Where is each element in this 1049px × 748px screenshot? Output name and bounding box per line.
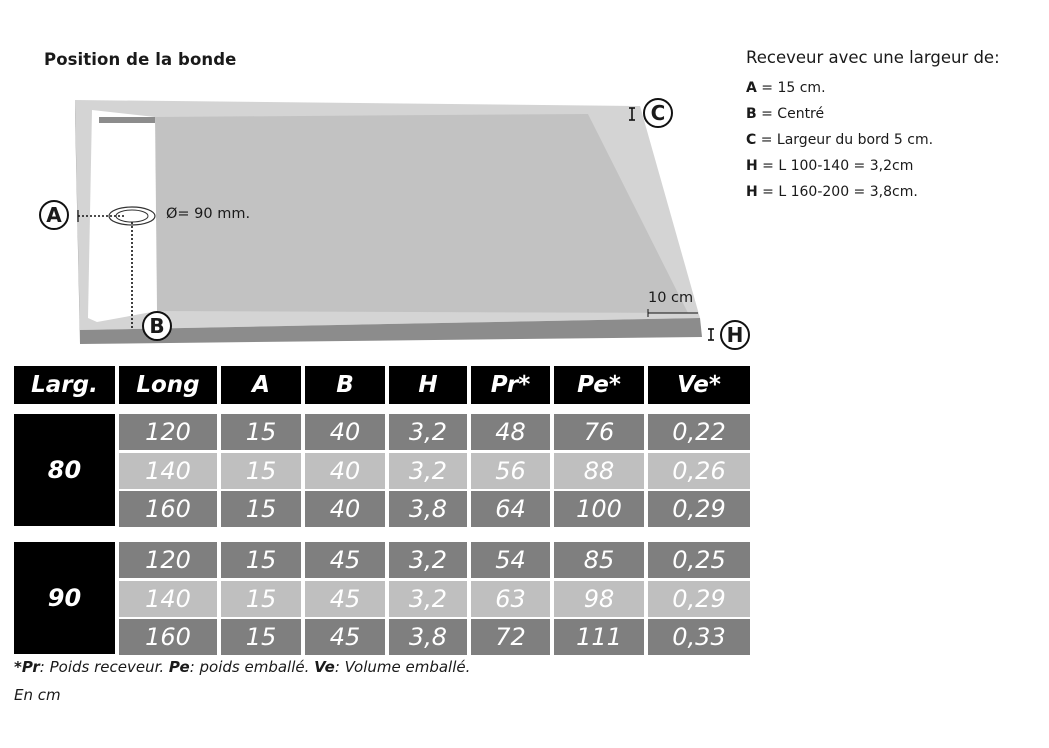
channel-grate: [99, 117, 155, 123]
table-cell: 63: [471, 581, 550, 617]
info-line-a: A = 15 cm.: [746, 80, 826, 96]
table-cell: 56: [471, 453, 550, 489]
marker-c: C: [643, 98, 673, 128]
table-cell: 45: [305, 542, 385, 578]
table-cell: 3,2: [389, 581, 467, 617]
table-cell: 98: [554, 581, 644, 617]
table-cell: 64: [471, 491, 550, 527]
table-cell: 15: [221, 491, 301, 527]
table-cell: 15: [221, 414, 301, 450]
table-cell: 140: [119, 581, 217, 617]
table-cell: 0,22: [648, 414, 750, 450]
table-cell: 111: [554, 619, 644, 655]
marker-a: A: [39, 200, 69, 230]
marker-b: B: [142, 311, 172, 341]
table-cell: 40: [305, 491, 385, 527]
table-cell: 15: [221, 453, 301, 489]
table-cell: 3,2: [389, 542, 467, 578]
table-cell: 45: [305, 619, 385, 655]
table-cell: 88: [554, 453, 644, 489]
tray-info: [746, 48, 1000, 205]
header-pr: Pr*: [471, 366, 550, 404]
table-cell: 15: [221, 619, 301, 655]
table-cell: 40: [305, 453, 385, 489]
table-cell: 45: [305, 581, 385, 617]
table-cell: 160: [119, 619, 217, 655]
info-line-c: C = Largeur du bord 5 cm.: [746, 132, 934, 148]
table-cell: 0,26: [648, 453, 750, 489]
header-width: Larg.: [14, 366, 115, 404]
table-cell: 3,2: [389, 453, 467, 489]
table-cell: 54: [471, 542, 550, 578]
info-heading: Receveur avec une largeur de:: [746, 48, 1000, 67]
table-cell: 48: [471, 414, 550, 450]
header-ve: Ve*: [648, 366, 750, 404]
table-cell: 120: [119, 542, 217, 578]
table-cell: 100: [554, 491, 644, 527]
header-a: A: [221, 366, 301, 404]
table-cell: 0,29: [648, 491, 750, 527]
table-cell: 15: [221, 542, 301, 578]
table-cell: 15: [221, 581, 301, 617]
table-cell: 160: [119, 491, 217, 527]
table-cell: 0,29: [648, 581, 750, 617]
table-cell: 76: [554, 414, 644, 450]
table-cell: 3,8: [389, 491, 467, 527]
width-90: 90: [14, 542, 115, 654]
header-h: H: [389, 366, 467, 404]
info-line-b: B = Centré: [746, 106, 825, 122]
table-cell: 3,2: [389, 414, 467, 450]
diagram-title: Position de la bonde: [44, 50, 237, 69]
header-length: Long: [119, 366, 217, 404]
table-cell: 85: [554, 542, 644, 578]
table-cell: 140: [119, 453, 217, 489]
drain-diameter-label: Ø= 90 mm.: [166, 206, 251, 222]
table-cell: 72: [471, 619, 550, 655]
table-cell: 0,25: [648, 542, 750, 578]
info-line-h-small: H = L 100-140 = 3,2cm: [746, 158, 914, 174]
table-cell: 120: [119, 414, 217, 450]
footnote: *Pr: Poids receveur. Pe: poids emballé. Ve: Volume emballé.: [14, 658, 471, 676]
table-cell: 40: [305, 414, 385, 450]
table-cell: 0,33: [648, 619, 750, 655]
header-pe: Pe*: [554, 366, 644, 404]
header-b: B: [305, 366, 385, 404]
width-80: 80: [14, 414, 115, 526]
table-cell: 3,8: [389, 619, 467, 655]
info-line-h-large: H = L 160-200 = 3,8cm.: [746, 184, 918, 200]
unit-note: En cm: [14, 686, 61, 704]
edge-width-label: 10 cm: [648, 290, 694, 306]
marker-h: H: [720, 320, 750, 350]
